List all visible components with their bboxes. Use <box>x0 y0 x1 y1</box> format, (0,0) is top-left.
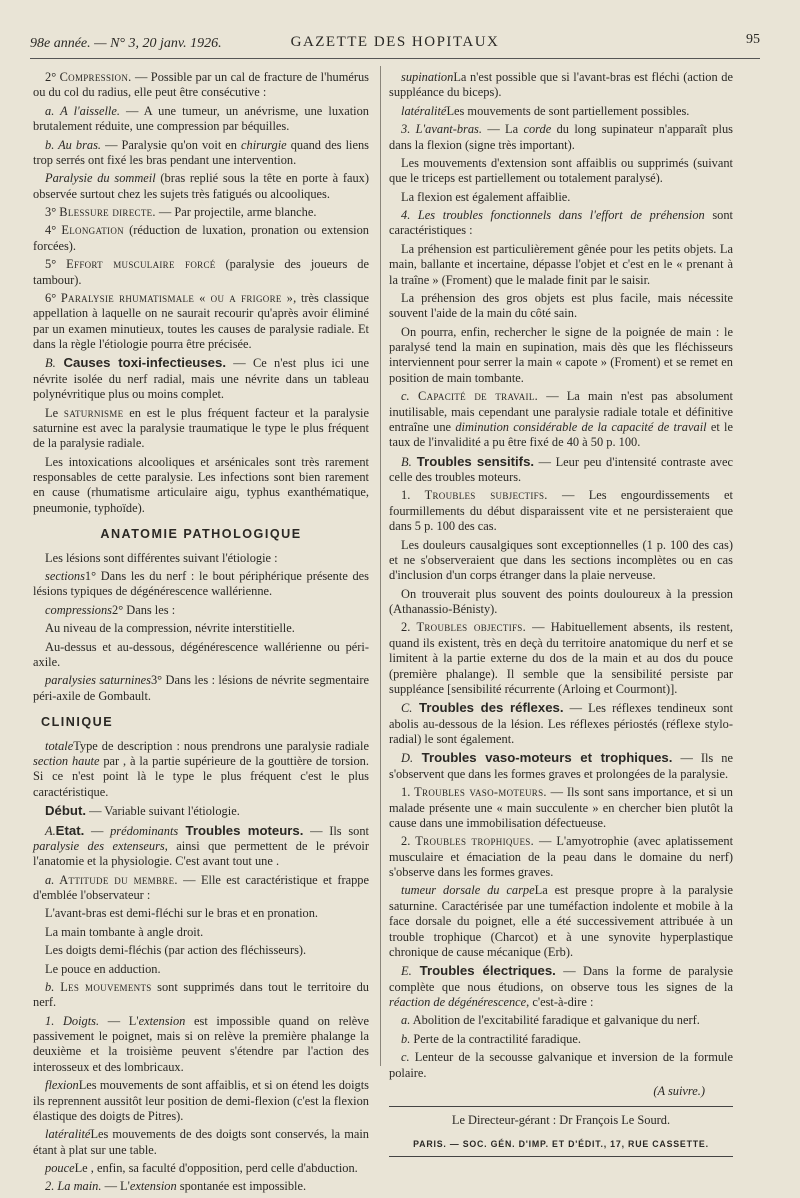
clinique-paragraph <box>33 906 369 921</box>
clinique-sc: Les mouvements <box>54 979 152 994</box>
right-bs: Troubles vaso-moteurs et trophiques. <box>413 750 673 766</box>
right-text: Abolition de l'excitabilité faradique et galvanique du nerf. <box>410 1013 700 1028</box>
left-text: — A une tumeur, un anévrisme, une luxation brutalement réduite, une compression par béquilles. <box>33 103 369 134</box>
left-pre: 5° <box>45 257 67 272</box>
left-paragraph <box>33 406 369 452</box>
right-paragraph <box>389 963 733 1010</box>
right-paragraph <box>389 325 733 387</box>
right-paragraph <box>389 156 733 187</box>
left-paragraph <box>33 104 369 135</box>
left-text: (bras replié sous la tête en porte à faux) observée surtout chez les sujets très fatigués ou alcooliques. <box>33 171 369 201</box>
journal-title: GAZETTE DES HOPITAUX <box>290 34 500 50</box>
right-it: 3. L'avant-bras. <box>401 122 482 137</box>
right-paragraph <box>389 700 733 747</box>
issue-info: 98e année. — N° 3, 20 janv. 1926. <box>30 36 222 51</box>
left-paragraph <box>33 70 369 101</box>
right-text: — Habituellement absents, ils restent, quand ils existent, très en deçà du territoire anatomique du nerf et se limitent à la partie externe du dos de la main et au dos du pouce (première phalange). Il semble que la sensibilité persiste par suppléance [sensibilité récurrente (Arloing et Courmont)]. <box>389 620 734 696</box>
clinique-paragraph <box>33 925 369 940</box>
left-it2: chirurgie <box>241 137 287 152</box>
right-pre: 1. <box>401 785 415 800</box>
right-sc: Troubles objectifs. <box>416 620 527 635</box>
clinique-bs: Etat. <box>55 822 85 838</box>
left-pre: Le <box>45 405 64 420</box>
clinique-text2: , enfin, sa faculté d'opposition, perd celle d'abduction. <box>90 1161 358 1176</box>
right-it: tumeur dorsale du carpe <box>401 883 535 898</box>
clinique-paragraph <box>33 980 369 1011</box>
left-paragraph <box>33 171 369 202</box>
right-text: La préhension des gros objets est plus facile, mais nécessite souvent l'aide de la main du côté sain. <box>389 290 733 321</box>
right-paragraph <box>389 883 733 960</box>
right-paragraph <box>389 488 733 534</box>
right-text: La préhension est particulièrement gênée pour les petits objets. La main, ballante et incertaine, dépasse l'objet et c'est en le « prenant à la traîne » (Froment) que le malade finit par le saisir. <box>389 241 733 287</box>
left-text: — Paralysie qu'on voit en <box>101 137 242 152</box>
right-text: — La <box>481 122 524 137</box>
left-paragraph <box>33 223 369 254</box>
right-it: latéralité <box>401 103 447 118</box>
left-sc: Elongation <box>61 223 124 238</box>
clinique-paragraph <box>33 962 369 977</box>
anatomie-text2: : <box>171 602 176 617</box>
section-title-anatomie: ANATOMIE PATHOLOGIQUE <box>100 527 302 542</box>
right-sc: Troubles vaso-moteurs. <box>414 785 547 800</box>
clinique-paragraph <box>33 873 369 904</box>
clinique-text2: sont affaiblis, et si on étend les doigts ils reprennent aussitôt leur position de demi-flexion (c'est la flexion élastique des doigts de Pitres). <box>33 1078 369 1123</box>
section-title-clinique: CLINIQUE <box>41 715 114 730</box>
left-text: , très classique appellation à laquelle on ne saurait recourir qu'après avoir éliminé par un examen minutieux, toutes les causes de paralysie radiale. Et dans la règle l'étiologie pourra être précisée. <box>33 290 369 351</box>
right-paragraph <box>389 750 733 782</box>
right-bs: Troubles sensitifs. <box>411 453 535 469</box>
clinique-it2: extension <box>129 1179 177 1194</box>
clinique-it: pouce <box>45 1161 75 1176</box>
clinique-it: totale <box>45 738 74 753</box>
anatomie-text: Les lésions sont différentes suivant l'étiologie : <box>45 550 278 565</box>
right-it: B. <box>401 454 412 469</box>
right-text: Les douleurs causalgiques sont exceptionnelles (1 p. 100 des cas) et ne s'observeraient que dans les sections incomplètes ou en cas d'inclusion d'un corps étranger dans la plaie nerveuse. <box>389 537 733 583</box>
right-column <box>389 70 733 1157</box>
clinique-it: A. <box>45 823 56 838</box>
clinique-text: Les doigts demi-fléchis (par action des fléchisseurs). <box>45 943 307 958</box>
right-it2: diminution considérable de la capacité de travail <box>455 419 707 434</box>
clinique-text: Type de description : nous prendrons une paralysie radiale <box>73 738 369 753</box>
left-paragraph <box>33 257 369 288</box>
left-sc: saturnisme <box>63 405 124 420</box>
clinique-paragraph <box>33 739 369 801</box>
clinique-text2: des doigts sont conservés, la main étant à plat sur une table. <box>33 1127 370 1157</box>
right-paragraph <box>389 208 733 239</box>
clinique-text: — L' <box>99 1013 139 1028</box>
right-it2: corde <box>523 122 552 137</box>
right-text2: est presque propre à la paralysie saturnine. Caractérisée par une tuméfaction indolente et mobile à la face dorsale du poignet, elle a été successivement attribuée à un trouble trophique (Charcot) et à une synovite hyperplastique chronique de cause mécanique (Erb). <box>389 883 733 959</box>
clinique-text4: . <box>275 854 280 869</box>
editor-line: Le Directeur-gérant : Dr François Le Sourd. <box>451 1113 671 1128</box>
right-paragraph <box>389 620 733 697</box>
left-text: — Ce n'est plus ici une névrite isolée du nerf radial, mais une névrite dans un tableau polynévritique plus ou moins complet. <box>33 356 369 402</box>
left-sc: Effort musculaire forcé <box>66 257 216 272</box>
right-text: Lenteur de la secousse galvanique et inversion de la formule polaire. <box>389 1050 733 1080</box>
left-sc: Compression. <box>59 70 132 84</box>
clinique-it2: section haute <box>33 754 100 769</box>
right-paragraph <box>389 291 733 322</box>
right-it: c. <box>401 389 410 404</box>
clinique-text: Les mouvements de <box>90 1127 196 1142</box>
left-text: — Possible par un cal de fracture de l'humérus ou du col du radius, elle peut être consécutive : <box>33 70 369 100</box>
right-text: — Ils ne s'observent que dans les formes graves et prolongées de la paralysie. <box>389 751 733 781</box>
anatomie-paragraph <box>33 673 369 704</box>
clinique-text2: — Ils sont <box>303 823 369 838</box>
right-text2: sont partiellement possibles. <box>548 103 690 118</box>
left-pre: 2° <box>45 70 60 84</box>
clinique-paragraph <box>33 1161 369 1176</box>
anatomie-text: Au-dessus et au-dessous, dégénérescence wallérienne ou péri-axile. <box>33 639 369 669</box>
right-paragraph <box>389 242 733 288</box>
clinique-text: sont supprimés dans tout le territoire du nerf. <box>33 979 369 1010</box>
right-paragraph <box>389 587 733 618</box>
left-text: en est le plus fréquent facteur et la paralysie saturnine est avec la paralysie traumatique le type le plus fréquent de la paralysie radiale. <box>33 405 370 451</box>
clinique-text2: spontanée est impossible. <box>176 1179 307 1194</box>
anatomie-paragraph <box>33 640 369 671</box>
right-paragraph <box>389 834 733 880</box>
anatomie-paragraph <box>33 551 369 566</box>
clinique-text: Les mouvements de <box>78 1078 182 1093</box>
clinique-text: L'avant-bras est demi-fléchi sur le bras et en pronation. <box>45 906 319 921</box>
anatomie-text2: du nerf : le bout périphérique présente des lésions typiques de dégénérescence wallérienne. <box>33 569 369 599</box>
clinique-it: 1. Doigts. <box>45 1013 100 1028</box>
right-sc: Troubles trophiques. <box>415 834 534 849</box>
right-paragraph <box>389 104 733 119</box>
right-text2: du long supinateur n'apparaît plus dans la flexion (signe très important). <box>389 122 733 152</box>
right-text: sont caractéristiques : <box>389 208 733 238</box>
clinique-sc: Attitude du membre. <box>54 872 178 887</box>
right-pre: 2. <box>401 834 416 849</box>
clinique-paragraph <box>33 803 369 819</box>
left-bs: Causes toxi-infectieuses. <box>55 355 227 371</box>
left-pre: 6° <box>45 290 61 305</box>
clinique-text: — <box>84 823 111 838</box>
right-paragraph <box>389 122 733 153</box>
right-sc: Troubles subjectifs. <box>424 488 548 503</box>
clinique-text: La main tombante à angle droit. <box>45 924 204 939</box>
printer-imprint: PARIS. — SOC. GÉN. D'IMP. ET D'ÉDIT., 17, RUE CASSETTE. <box>413 1138 709 1149</box>
right-text: — Les réflexes tendineux sont abolis au-dessous de la lésion. Les réflexes périostés (réflexe stylo-radial) le sont également. <box>389 701 733 746</box>
right-it2: réaction de dégénérescence <box>389 995 527 1009</box>
clinique-text: Le <box>74 1161 91 1176</box>
clinique-it: a. <box>45 872 55 887</box>
right-text: La flexion est également affaiblie. <box>401 189 571 204</box>
left-it: a. A l'aisselle. <box>45 103 120 118</box>
clinique-paragraph <box>33 943 369 958</box>
clinique-text2: par <box>99 754 124 769</box>
left-text: (réduction de luxation, pronation ou extension forcées). <box>33 223 369 253</box>
right-text: — Dans la forme de paralysie complète que nous étudions, on observe tous les signes de la <box>389 964 733 994</box>
footer-rule <box>389 1106 733 1107</box>
clinique-text3: , ainsi que permettent de le prévoir l'anatomie et la physiologie. C'est avant tout une <box>33 838 369 869</box>
right-pre: 2. <box>401 620 417 635</box>
right-it: c. <box>401 1050 410 1065</box>
anatomie-it: sections <box>45 569 85 584</box>
right-paragraph <box>389 785 733 831</box>
anatomie-paragraph <box>33 603 369 618</box>
left-text2: quand des liens trop serrés ont fixé les bras pendant une intervention. <box>33 137 369 167</box>
left-paragraph <box>33 138 369 169</box>
right-paragraph <box>389 389 733 451</box>
left-it: b. Au bras. <box>45 137 102 152</box>
clinique-bs2: Troubles moteurs. <box>178 822 304 838</box>
right-text: — Les engourdissements et fourmillements du début disparaissent vite et ne persisteraient que dans 5 p. 100 des cas. <box>389 488 733 534</box>
clinique-paragraph <box>33 823 369 870</box>
right-paragraph <box>389 1050 733 1081</box>
anatomie-paragraph <box>33 621 369 636</box>
right-text: La <box>534 883 555 898</box>
clinique-bs: Début. <box>45 803 87 819</box>
clinique-text: Le pouce en adduction. <box>45 961 161 976</box>
clinique-text: — Variable suivant l'étiologie. <box>86 804 240 819</box>
right-paragraph <box>389 190 733 205</box>
clinique-paragraph <box>33 1078 369 1124</box>
left-it: Paralysie du sommeil <box>45 171 156 186</box>
clinique-paragraph <box>33 1127 369 1158</box>
right-it: C. <box>401 701 413 716</box>
column-divider <box>380 66 381 1066</box>
page-header <box>30 30 760 59</box>
right-bs: Troubles électriques. <box>411 963 556 979</box>
anatomie-text: 3° Dans les <box>150 673 212 688</box>
to-be-continued: (A suivre.) <box>653 1083 705 1098</box>
left-text: Les intoxications alcooliques et arsénicales sont très rarement responsables de cette paralysie. Les infections sont bien rarement en cause (rhumatisme articulaire aigu, typhus exanthématique, pneumonie, typhoïde). <box>33 454 369 515</box>
right-bs: Troubles des réflexes. <box>412 700 564 716</box>
clinique-it: latéralité <box>45 1127 91 1142</box>
imprint-rule <box>389 1156 733 1157</box>
clinique-it2: prédominants <box>110 823 179 838</box>
left-paragraph <box>33 205 369 220</box>
right-paragraph <box>389 1032 733 1047</box>
right-paragraph <box>389 1013 733 1028</box>
right-text: Les mouvements d'extension sont affaiblis ou supprimés (suivant que le triceps est partiellement ou totalement paralysé). <box>389 155 733 186</box>
right-paragraph <box>389 70 733 101</box>
left-paragraph <box>33 455 369 517</box>
right-text: — Ils sont sans importance, et si un malade présente une « main succulente » en chercher bien plutôt la cause dans une immobilisation défectueuse. <box>389 785 733 830</box>
left-pre: 4° <box>45 223 62 238</box>
left-column <box>33 70 369 1198</box>
right-pre: 1. <box>401 488 425 503</box>
left-paragraph <box>33 291 369 353</box>
clinique-it3: paralysie des extenseurs <box>33 838 165 853</box>
left-it: B. <box>45 356 56 371</box>
anatomie-text: Au niveau de la compression, névrite interstitielle. <box>45 621 295 636</box>
right-text2: et le taux de l'invalidité a pu être fixé de 40 à 50 p. 100. <box>389 419 733 450</box>
left-text: — Par projectile, arme blanche. <box>155 205 317 219</box>
right-text: — Leur peu d'intensité contraste avec celle des troubles moteurs. <box>389 454 733 484</box>
anatomie-text2: : lésions de névrite segmentaire péri-axile de Gombault. <box>33 673 369 703</box>
anatomie-paragraph <box>33 569 369 600</box>
left-paragraph <box>33 355 369 402</box>
right-text: — La main n'est pas absolument inutilisable, mais cependant une paralysie radiale totale et définitive entraîne une <box>389 389 733 434</box>
right-text: On pourra, enfin, rechercher le signe de la poignée de main : le paralysé tend la main en supination, mais dès que les fléchisseurs interviennent pour serrer la main « capote » (Froment) et se remet en position de main tombante. <box>389 324 733 385</box>
clinique-text2: est impossible quand on relève passivement le poignet, mais si on relève la première phalange la deuxième et la troisième peuvent s'étendre par l'action des interosseux et des lombricaux. <box>33 1013 369 1074</box>
right-text: Les mouvements de <box>446 103 549 118</box>
anatomie-it: paralysies saturnines <box>45 673 151 688</box>
right-it: E. <box>401 964 412 979</box>
right-it: b. <box>401 1031 411 1046</box>
right-sc: Capacité de travail. <box>409 389 539 404</box>
anatomie-it: compressions <box>45 602 112 617</box>
clinique-paragraph <box>33 1179 369 1194</box>
right-text: On trouverait plus souvent des points douloureux à la pression (Athanassio-Bénisty). <box>389 586 733 616</box>
clinique-it: 2. La main. <box>45 1179 102 1194</box>
right-it: a. <box>401 1013 411 1028</box>
right-text: Perte de la contractilité faradique. <box>410 1031 581 1046</box>
clinique-paragraph <box>33 1014 369 1076</box>
right-paragraph <box>389 538 733 584</box>
clinique-it2: extension <box>138 1013 186 1028</box>
right-it: supination <box>401 70 454 84</box>
clinique-text3: , à la partie supérieure de la gouttière de torsion. Si ce n'est point là le type le plus fréquent c'est le plus caractéristique. <box>33 754 369 799</box>
right-text: — L'amyotrophie (avec aplatissement musculaire et émaciation de la peau dans le domaine du nerf) s'observe dans les formes graves. <box>389 834 734 879</box>
left-sc: Paralysie rhumatismale « ou a frigore » <box>60 290 294 305</box>
anatomie-text: 1° Dans les <box>84 569 150 584</box>
anatomie-text: 2° Dans les <box>112 602 172 617</box>
right-it: D. <box>401 751 414 766</box>
right-paragraph <box>389 454 733 486</box>
right-text2: , c'est-à-dire : <box>526 995 594 1009</box>
left-sc: Blessure directe. <box>59 205 156 219</box>
clinique-it: b. <box>45 979 55 994</box>
right-text: La <box>453 70 470 84</box>
clinique-text: — L' <box>101 1179 130 1194</box>
clinique-text: — Elle est caractéristique et frappe d'emblée l'observateur : <box>33 872 369 903</box>
left-pre: 3° <box>45 205 60 219</box>
right-text2: n'est possible que si l'avant-bras est fléchi (action de suppléance du biceps). <box>389 70 733 100</box>
clinique-it: flexion <box>45 1078 79 1093</box>
left-text: (paralysie des joueurs de tambour). <box>33 257 369 287</box>
page-number: 95 <box>746 32 760 47</box>
right-it: 4. Les troubles fonctionnels dans l'effort de préhension <box>401 208 705 222</box>
